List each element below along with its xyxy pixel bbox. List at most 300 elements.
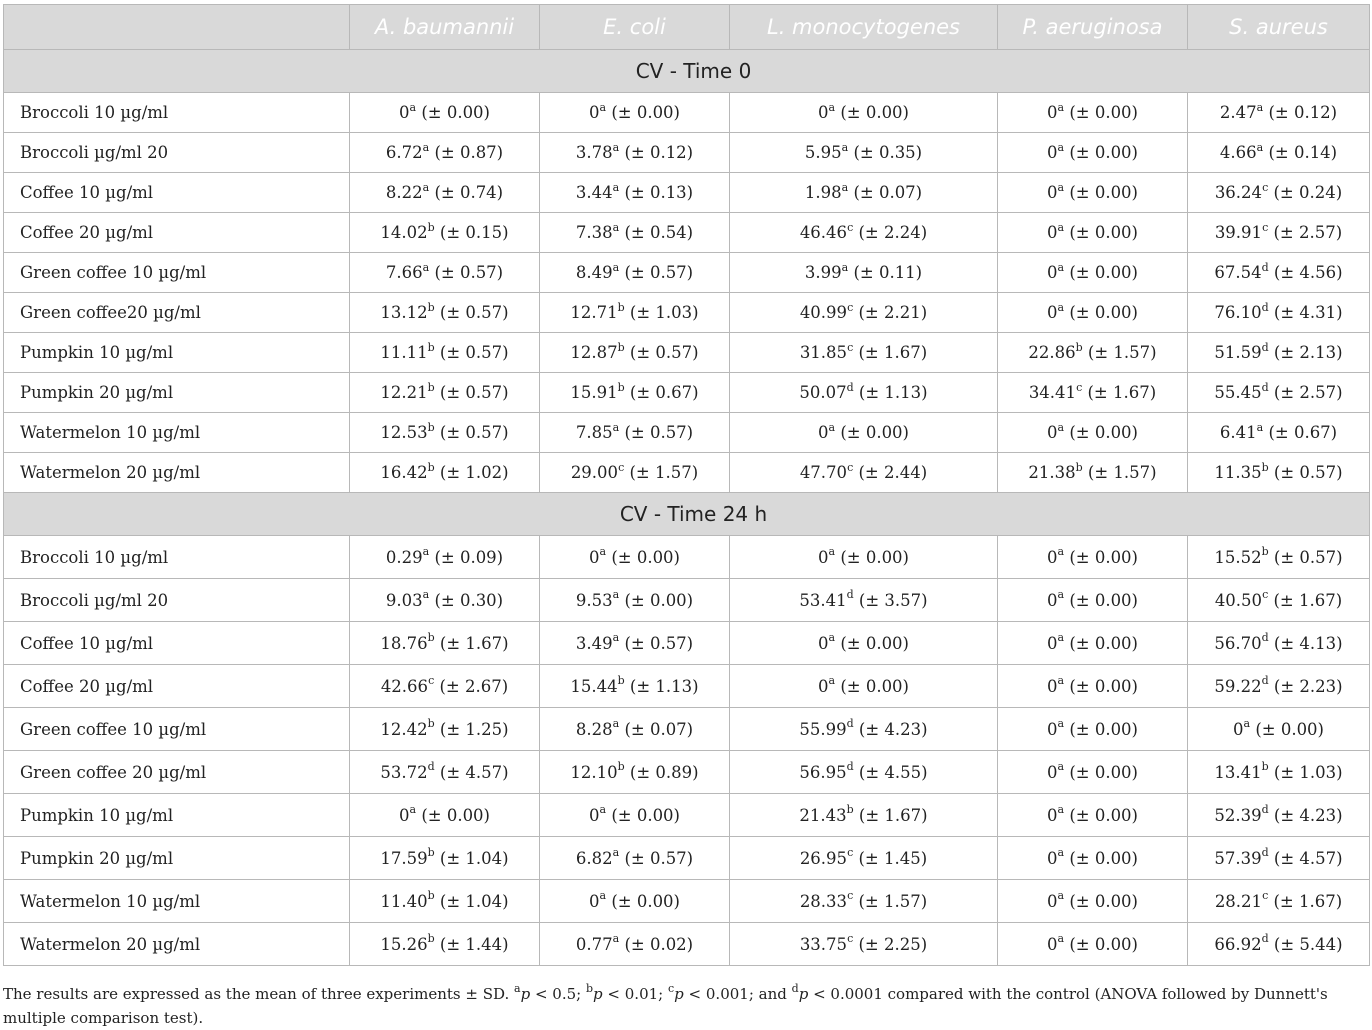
significance-letter: a xyxy=(828,631,836,644)
cell-sd: (± 0.57) xyxy=(629,343,699,362)
value-cell xyxy=(350,622,540,665)
cell-value: 11.40 xyxy=(380,891,428,911)
significance-letter: b xyxy=(427,380,435,394)
significance-letter: a xyxy=(612,220,620,234)
value-cell xyxy=(540,794,730,837)
cell-value: 8.22 xyxy=(385,183,423,202)
cell-value: 26.95 xyxy=(799,848,848,868)
significance-letter: a xyxy=(612,631,620,644)
header-cell-s-aureus: S. aureus xyxy=(1188,5,1370,50)
footnote-text: < 0.001; and xyxy=(683,985,787,1003)
row-label: Pumpkin 20 µg/ml xyxy=(4,373,350,413)
cell-value: 34.41 xyxy=(1028,383,1077,402)
significance-letter: d xyxy=(427,760,435,773)
cell-sd: (± 2.57) xyxy=(1273,223,1343,242)
cell-value: 55.45 xyxy=(1214,383,1262,402)
cell-sd: (± 0.74) xyxy=(434,183,504,202)
significance-letter: d xyxy=(1261,803,1269,816)
significance-letter: b xyxy=(617,674,625,687)
cell-value: 17.59 xyxy=(380,848,428,868)
value-cell xyxy=(350,253,540,293)
value-cell xyxy=(350,213,540,253)
cell-value: 53.41 xyxy=(799,590,847,610)
cell-value: 12.42 xyxy=(380,719,428,739)
cell-value: 56.95 xyxy=(799,762,847,782)
cell-value: 0 xyxy=(1047,103,1058,122)
value-cell xyxy=(998,579,1188,622)
significance-letter: d xyxy=(846,717,854,730)
value-cell xyxy=(540,837,730,880)
value-cell xyxy=(1188,293,1370,333)
significance-letter: d xyxy=(1261,340,1269,354)
row-label: Green coffee 10 µg/ml xyxy=(4,708,350,751)
value-cell xyxy=(540,453,730,493)
cell-sd: (± 4.55) xyxy=(858,762,928,782)
cell-sd: (± 1.67) xyxy=(858,805,928,825)
significance-letter: b xyxy=(427,846,435,859)
cell-sd: (± 0.00) xyxy=(624,590,694,610)
table-row xyxy=(4,665,1370,708)
value-cell xyxy=(540,93,730,133)
significance-letter: a xyxy=(1057,300,1065,314)
table-row xyxy=(4,536,1370,579)
cell-sd: (± 1.67) xyxy=(1273,891,1343,911)
cell-sd: (± 0.13) xyxy=(624,183,694,202)
cell-value: 1.98 xyxy=(804,183,842,202)
value-cell xyxy=(350,293,540,333)
cell-sd: (± 1.03) xyxy=(1273,762,1343,782)
row-label: Green coffee20 µg/ml xyxy=(4,293,350,333)
cell-sd: (± 0.35) xyxy=(853,143,923,162)
significance-letter: a xyxy=(1243,717,1251,730)
cell-sd: (± 0.57) xyxy=(439,303,509,322)
cell-sd: (± 0.00) xyxy=(840,423,909,442)
row-label: Green coffee 20 µg/ml xyxy=(4,751,350,794)
value-cell xyxy=(1188,923,1370,966)
value-cell xyxy=(1188,837,1370,880)
cell-value: 0 xyxy=(1047,223,1058,242)
cell-sd: (± 1.45) xyxy=(858,848,928,868)
significance-letter: a xyxy=(841,180,849,194)
footnote-var: p xyxy=(674,985,684,1003)
value-cell xyxy=(350,333,540,373)
cell-sd: (± 2.24) xyxy=(858,223,928,242)
cell-sd: (± 0.09) xyxy=(434,547,504,567)
row-label: Broccoli µg/ml 20 xyxy=(4,133,350,173)
significance-letter: a xyxy=(612,260,620,274)
cell-sd: (± 0.87) xyxy=(434,143,504,162)
table-row xyxy=(4,579,1370,622)
value-cell xyxy=(350,579,540,622)
cell-value: 9.53 xyxy=(575,590,613,610)
value-cell xyxy=(540,665,730,708)
significance-letter: a xyxy=(1057,420,1065,434)
section-title: CV - Time 24 h xyxy=(4,493,1370,536)
significance-letter: a xyxy=(1057,180,1065,194)
value-cell xyxy=(1188,708,1370,751)
significance-letter: c xyxy=(1076,380,1083,394)
cell-value: 7.38 xyxy=(575,223,613,242)
cell-value: 0 xyxy=(1047,805,1058,825)
cell-sd: (± 0.00) xyxy=(1069,848,1138,868)
row-label: Coffee 20 µg/ml xyxy=(4,213,350,253)
cell-sd: (± 0.57) xyxy=(1273,463,1343,482)
value-cell xyxy=(730,173,998,213)
cell-sd: (± 0.00) xyxy=(840,633,909,653)
cell-sd: (± 1.67) xyxy=(439,633,509,653)
cell-sd: (± 0.00) xyxy=(1069,547,1138,567)
significance-letter: d xyxy=(1261,260,1269,274)
value-cell xyxy=(998,837,1188,880)
significance-letter: a xyxy=(422,260,430,274)
cell-value: 18.76 xyxy=(380,633,428,653)
value-cell xyxy=(730,880,998,923)
cell-value: 12.21 xyxy=(380,383,428,402)
significance-letter: b xyxy=(617,300,625,314)
cell-sd: (± 4.23) xyxy=(1273,805,1343,825)
significance-letter: b xyxy=(617,340,625,354)
significance-letter: b xyxy=(427,300,435,314)
value-cell xyxy=(1188,751,1370,794)
cell-value: 40.99 xyxy=(799,303,848,322)
cell-sd: (± 0.12) xyxy=(624,143,694,162)
significance-letter: a xyxy=(409,100,417,114)
cell-value: 0 xyxy=(1047,762,1058,782)
cell-sd: (± 5.44) xyxy=(1273,934,1343,954)
significance-letter: b xyxy=(427,340,435,354)
cell-sd: (± 0.14) xyxy=(1268,143,1338,162)
cell-value: 0 xyxy=(1047,934,1058,954)
cell-sd: (± 1.57) xyxy=(1087,463,1157,482)
significance-letter: c xyxy=(847,846,854,859)
significance-letter: c xyxy=(428,674,435,687)
value-cell xyxy=(540,536,730,579)
significance-letter: b xyxy=(427,889,435,902)
row-label: Coffee 10 µg/ml xyxy=(4,622,350,665)
cell-value: 22.86 xyxy=(1028,343,1076,362)
significance-letter: c xyxy=(847,932,854,945)
cell-value: 8.49 xyxy=(575,263,613,282)
table-row xyxy=(4,622,1370,665)
cell-value: 21.43 xyxy=(799,805,847,825)
value-cell xyxy=(1188,622,1370,665)
value-cell xyxy=(730,708,998,751)
footnote-sup: c xyxy=(668,982,675,995)
significance-letter: a xyxy=(612,932,620,945)
value-cell xyxy=(730,453,998,493)
value-cell xyxy=(1188,133,1370,173)
table-row xyxy=(4,213,1370,253)
value-cell xyxy=(998,333,1188,373)
row-label: Watermelon 10 µg/ml xyxy=(4,413,350,453)
cell-sd: (± 2.57) xyxy=(1273,383,1343,402)
value-cell xyxy=(998,880,1188,923)
value-cell xyxy=(350,794,540,837)
value-cell xyxy=(540,373,730,413)
cell-value: 0 xyxy=(589,103,600,122)
significance-letter: a xyxy=(612,180,620,194)
significance-letter: a xyxy=(599,889,607,902)
value-cell xyxy=(350,93,540,133)
cell-value: 67.54 xyxy=(1214,263,1262,282)
cell-sd: (± 0.11) xyxy=(853,263,923,282)
value-cell xyxy=(350,880,540,923)
cell-value: 0 xyxy=(818,423,829,442)
value-cell xyxy=(998,794,1188,837)
significance-letter: c xyxy=(1262,220,1269,234)
cell-sd: (± 0.00) xyxy=(1069,676,1138,696)
cell-value: 3.44 xyxy=(575,183,613,202)
cell-sd: (± 0.15) xyxy=(439,223,509,242)
cell-value: 15.91 xyxy=(570,383,618,402)
value-cell xyxy=(730,837,998,880)
value-cell xyxy=(730,213,998,253)
value-cell xyxy=(998,751,1188,794)
cell-sd: (± 0.00) xyxy=(1069,805,1138,825)
cell-sd: (± 0.89) xyxy=(629,762,699,782)
table-row xyxy=(4,923,1370,966)
significance-letter: a xyxy=(1057,545,1065,558)
cell-value: 0 xyxy=(818,676,829,696)
value-cell xyxy=(730,133,998,173)
value-cell xyxy=(998,173,1188,213)
footnote-intro: The results are expressed as the mean of three experiments ± SD. xyxy=(3,985,510,1003)
significance-letter: a xyxy=(828,674,836,687)
cell-value: 59.22 xyxy=(1214,676,1262,696)
cell-value: 55.99 xyxy=(799,719,847,739)
cell-sd: (± 0.00) xyxy=(1069,103,1138,122)
significance-letter: b xyxy=(617,760,625,773)
section-title: CV - Time 0 xyxy=(4,50,1370,93)
significance-letter: a xyxy=(612,420,620,434)
cell-sd: (± 0.00) xyxy=(1069,263,1138,282)
row-label: Pumpkin 10 µg/ml xyxy=(4,794,350,837)
value-cell xyxy=(1188,373,1370,413)
significance-letter: c xyxy=(847,220,854,234)
cell-value: 12.87 xyxy=(570,343,618,362)
cell-sd: (± 1.02) xyxy=(439,463,509,482)
value-cell xyxy=(540,173,730,213)
cell-value: 15.52 xyxy=(1214,547,1262,567)
cell-value: 21.38 xyxy=(1028,463,1076,482)
cell-sd: (± 0.57) xyxy=(1273,547,1343,567)
cell-value: 47.70 xyxy=(799,463,848,482)
cell-sd: (± 0.00) xyxy=(421,103,490,122)
cell-sd: (± 0.00) xyxy=(1069,143,1138,162)
significance-letter: a xyxy=(422,588,430,601)
value-cell xyxy=(1188,253,1370,293)
value-cell xyxy=(350,837,540,880)
significance-letter: a xyxy=(828,100,836,114)
header-cell-l-monocytogenes: L. monocytogenes xyxy=(730,5,998,50)
cell-sd: (± 0.00) xyxy=(1069,423,1138,442)
value-cell xyxy=(998,373,1188,413)
significance-letter: a xyxy=(1057,760,1065,773)
cell-sd: (± 0.57) xyxy=(624,263,694,282)
cell-sd: (± 0.00) xyxy=(611,547,680,567)
significance-letter: d xyxy=(1261,674,1269,687)
cell-sd: (± 0.00) xyxy=(1069,633,1138,653)
cell-value: 40.50 xyxy=(1214,590,1263,610)
value-cell xyxy=(1188,536,1370,579)
cell-sd: (± 2.21) xyxy=(858,303,928,322)
significance-letter: b xyxy=(617,380,625,394)
value-cell xyxy=(730,536,998,579)
cell-value: 0.77 xyxy=(575,934,613,954)
cell-value: 3.99 xyxy=(804,263,842,282)
significance-letter: a xyxy=(599,100,607,114)
footnote-text: < 0.5; xyxy=(530,985,582,1003)
cell-value: 6.72 xyxy=(385,143,423,162)
cell-value: 0 xyxy=(399,805,410,825)
cell-value: 31.85 xyxy=(799,343,848,362)
cell-value: 0 xyxy=(1047,183,1058,202)
value-cell xyxy=(540,293,730,333)
value-cell xyxy=(730,93,998,133)
table-row xyxy=(4,373,1370,413)
header-row xyxy=(4,5,1370,50)
value-cell xyxy=(1188,333,1370,373)
cell-sd: (± 0.00) xyxy=(611,805,680,825)
significance-letter: a xyxy=(612,140,620,154)
row-label: Watermelon 20 µg/ml xyxy=(4,453,350,493)
cell-sd: (± 2.44) xyxy=(858,463,928,482)
cell-value: 50.07 xyxy=(799,383,847,402)
value-cell xyxy=(1188,173,1370,213)
cell-sd: (± 2.67) xyxy=(439,676,509,696)
significance-letter: c xyxy=(847,460,854,474)
significance-letter: a xyxy=(1057,674,1065,687)
significance-letter: c xyxy=(1262,588,1269,601)
significance-letter: a xyxy=(422,545,430,558)
significance-letter: c xyxy=(1262,180,1269,194)
value-cell xyxy=(998,293,1188,333)
footnote-var: p xyxy=(520,985,531,1003)
significance-letter: a xyxy=(1057,846,1065,859)
value-cell xyxy=(730,293,998,333)
table-row xyxy=(4,133,1370,173)
row-label: Watermelon 20 µg/ml xyxy=(4,923,350,966)
cell-sd: (± 4.31) xyxy=(1273,303,1343,322)
value-cell xyxy=(998,93,1188,133)
header-cell-corner xyxy=(4,5,350,50)
cell-value: 13.41 xyxy=(1214,762,1262,782)
table-row xyxy=(4,173,1370,213)
table-row xyxy=(4,93,1370,133)
cell-sd: (± 1.03) xyxy=(629,303,699,322)
significance-letter: c xyxy=(847,300,854,314)
footnote-sup: b xyxy=(586,982,594,995)
value-cell xyxy=(998,708,1188,751)
cell-value: 6.41 xyxy=(1219,423,1257,442)
results-table-container xyxy=(3,4,1369,966)
significance-letter: a xyxy=(1256,140,1264,154)
footnote-var: p xyxy=(593,985,603,1003)
cell-value: 0 xyxy=(1047,263,1058,282)
cell-value: 9.03 xyxy=(385,590,423,610)
significance-letter: a xyxy=(1057,803,1065,816)
section-header-row xyxy=(4,493,1370,536)
cell-value: 0 xyxy=(1047,590,1058,610)
cell-sd: (± 1.25) xyxy=(439,719,509,739)
cell-value: 33.75 xyxy=(799,934,848,954)
significance-letter: b xyxy=(427,220,435,234)
row-label: Broccoli µg/ml 20 xyxy=(4,579,350,622)
cell-value: 0 xyxy=(818,633,829,653)
cell-value: 66.92 xyxy=(1214,934,1262,954)
cell-sd: (± 0.00) xyxy=(1069,891,1138,911)
significance-letter: d xyxy=(846,380,854,394)
cell-sd: (± 0.57) xyxy=(439,383,509,402)
value-cell xyxy=(350,173,540,213)
value-cell xyxy=(998,923,1188,966)
cell-sd: (± 0.67) xyxy=(1268,423,1338,442)
cell-value: 28.33 xyxy=(799,891,848,911)
cell-value: 2.47 xyxy=(1219,103,1257,122)
cell-sd: (± 2.23) xyxy=(1273,676,1343,696)
significance-letter: a xyxy=(599,545,607,558)
cell-value: 53.72 xyxy=(380,762,428,782)
cell-value: 7.85 xyxy=(575,423,613,442)
significance-letter: d xyxy=(846,760,854,773)
significance-letter: a xyxy=(828,545,836,558)
value-cell xyxy=(350,708,540,751)
significance-letter: a xyxy=(1057,717,1065,730)
cell-value: 39.91 xyxy=(1214,223,1263,242)
cell-value: 6.82 xyxy=(575,848,613,868)
significance-letter: b xyxy=(1261,760,1269,773)
cell-sd: (± 0.30) xyxy=(434,590,504,610)
value-cell xyxy=(350,413,540,453)
cell-value: 0 xyxy=(589,805,600,825)
cell-value: 8.28 xyxy=(575,719,613,739)
cell-value: 0 xyxy=(1047,303,1058,322)
value-cell xyxy=(540,579,730,622)
cell-sd: (± 4.57) xyxy=(439,762,509,782)
value-cell xyxy=(540,133,730,173)
header-cell-p-aeruginosa: P. aeruginosa xyxy=(998,5,1188,50)
table-row xyxy=(4,413,1370,453)
significance-letter: a xyxy=(1256,420,1264,434)
significance-letter: b xyxy=(1261,545,1269,558)
value-cell xyxy=(998,536,1188,579)
cell-sd: (± 0.07) xyxy=(853,183,923,202)
table-row xyxy=(4,751,1370,794)
cell-value: 4.66 xyxy=(1219,143,1257,162)
cell-sd: (± 0.00) xyxy=(840,103,909,122)
cell-sd: (± 1.57) xyxy=(629,463,699,482)
cell-sd: (± 1.67) xyxy=(1273,590,1343,610)
cell-sd: (± 0.57) xyxy=(624,633,694,653)
cell-sd: (± 2.25) xyxy=(858,934,928,954)
cell-value: 0.29 xyxy=(385,547,423,567)
value-cell xyxy=(540,253,730,293)
footnote-sup: d xyxy=(791,982,799,995)
significance-letter: a xyxy=(612,588,620,601)
row-label: Coffee 20 µg/ml xyxy=(4,665,350,708)
value-cell xyxy=(998,665,1188,708)
section-header-row xyxy=(4,50,1370,93)
cell-value: 51.59 xyxy=(1214,343,1262,362)
cell-value: 5.95 xyxy=(804,143,842,162)
significance-letter: c xyxy=(618,460,625,474)
cell-sd: (± 0.57) xyxy=(439,343,509,362)
cell-sd: (± 0.00) xyxy=(1069,223,1138,242)
value-cell xyxy=(730,253,998,293)
value-cell xyxy=(730,665,998,708)
cell-sd: (± 0.00) xyxy=(1069,762,1138,782)
cell-sd: (± 0.67) xyxy=(629,383,699,402)
